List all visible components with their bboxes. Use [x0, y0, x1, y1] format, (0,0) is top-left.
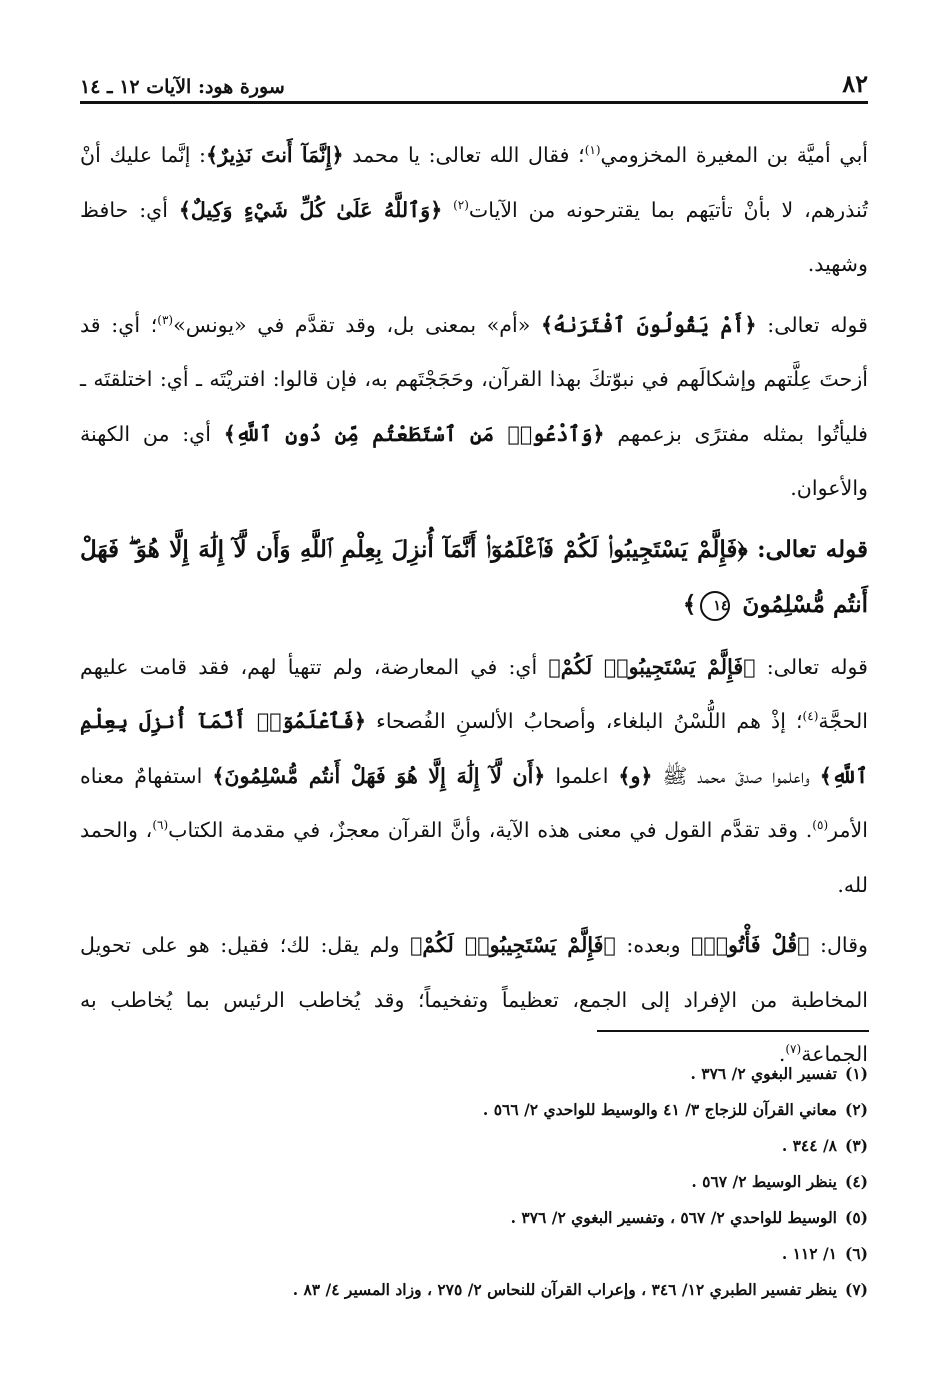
text-run: قوله تعالى:	[766, 654, 869, 679]
footnote-item	[170, 1236, 868, 1272]
footnote-ref: (٥)	[812, 818, 829, 833]
footnote-ref: (٧)	[785, 1042, 802, 1057]
text-run: ؛ إذْ هم اللُّسْنُ البلغاء، وأصحابُ الألسنِ الفُصحاء	[376, 709, 803, 733]
footnote-number: (٥)	[844, 1208, 868, 1227]
footnote-ref: (٤)	[802, 709, 819, 724]
footnote-text: معاني القرآن للزجاج ٣/ ٤١ والوسيط للواحدي ٢/ ٥٦٦ .	[482, 1100, 837, 1119]
text-run: : إنَّما عليك أنْ تُنذرهم، لا بأنْ تأتيَهم بما يقترحونه من الآيات	[80, 143, 868, 222]
text-run: ، والحمد لله.	[80, 818, 868, 897]
text-run: اعلموا	[555, 763, 609, 788]
text-run: واعلموا صدقَ محمد ﷺ	[662, 763, 810, 788]
quran-quote: ﴿أَمْ يَقُولُونَ ٱفْتَرَىٰهُ﴾	[541, 312, 757, 337]
footnote-number: (٦)	[844, 1244, 868, 1263]
verse-heading	[80, 522, 868, 632]
text-run: «أم» بمعنى بل، وقد تقدَّم في «يونس»	[173, 312, 531, 337]
text-run: ؛ فقال الله تعالى: يا محمد	[352, 143, 585, 167]
quran-quote: ﴿فَٱعْلَمُوٓا۟ أَنَّمَآ أُنزِلَ بِعِلْمِ ٱللَّهِ﴾	[80, 709, 869, 788]
footnote-item	[170, 1092, 868, 1128]
text-run: قوله تعالى:	[767, 312, 869, 337]
verse-text: ﴿فَإِلَّمْ يَسْتَجِيبُوا۟ لَكُمْ فَٱعْلَمُوٓا۟ أَنَّمَآ أُنزِلَ بِعِلْمِ ٱللَّهِ وَأَن لَّآ إِلَٰهَ إِلَّا هُوَ ۖ فَهَلْ أَنتُم مُّسْلِمُونَ	[80, 535, 868, 618]
page-number: ٨٢	[842, 69, 868, 98]
footnote-item	[170, 1164, 868, 1200]
running-head	[80, 66, 868, 98]
header-rule	[80, 101, 868, 104]
quran-quote: ﴿و﴾	[618, 763, 653, 788]
footnote-separator	[597, 1030, 869, 1032]
quran-quote: ﴿أَن لَّآ إِلَٰهَ إِلَّا هُوَ فَهَلْ أَنتُم مُّسْلِمُونَ﴾	[212, 763, 546, 788]
text-run: . وقد تقدَّم القول في معنى هذه الآية، وأنَّ القرآن معجزٌ، في مقدمة الكتاب	[168, 818, 813, 842]
footnote-number: (١)	[844, 1064, 868, 1083]
quran-quote: ﴿وَٱدْعُوا۟ مَنِ ٱسْتَطَعْتُم مِّن دُونِ ٱللَّهِ﴾	[223, 421, 605, 446]
ayah-number-icon: ١٤	[700, 591, 730, 621]
footnote-number: (٤)	[844, 1172, 868, 1191]
footnote-ref: (٦)	[152, 818, 169, 833]
paragraph-3	[80, 640, 868, 913]
footnote-number: (٣)	[844, 1136, 868, 1155]
footnote-item	[170, 1272, 868, 1308]
footnote-item	[170, 1200, 868, 1236]
footnote-ref: (٣)	[157, 312, 174, 327]
main-text	[80, 128, 868, 1088]
footnote-text: ينظر تفسير الطبري ١٢/ ٣٤٦ ، وإعراب القرآن للنحاس ٢/ ٢٧٥ ، وزاد المسير ٤/ ٨٣ .	[292, 1280, 837, 1299]
text-run: .	[778, 1042, 786, 1066]
quran-quote: ﴿فَإِلَّمْ يَسْتَجِيبُوا۟ لَكُمْ﴾	[410, 933, 616, 957]
paragraph-1	[80, 128, 868, 292]
footnote-number: (٧)	[844, 1280, 868, 1299]
quran-quote: ﴿فَإِلَّمْ يَسْتَجِيبُوا۟ لَكُمْ﴾	[548, 654, 756, 679]
footnote-text: ١/ ١١٢ .	[781, 1244, 837, 1263]
quran-quote: ﴿إِنَّمَآ أَنتَ نَذِيرٌ﴾	[206, 143, 344, 167]
text-run: أبي أميَّة بن المغيرة المخزومي	[600, 143, 869, 167]
running-title: سورة هود: الآيات ١٢ ـ ١٤	[80, 76, 285, 98]
text-run: أي: في المعارضة، ولم تتهيأ لهم، فقد قامت عليهم الحجَّة	[80, 654, 868, 733]
footnote-text: ينظر الوسيط ٢/ ٥٦٧ .	[691, 1172, 837, 1191]
paragraph-2	[80, 298, 868, 516]
text-run: ولم يقل: لك؛ فقيل: هو على تحويل المخاطبة من الإفراد إلى الجمع، تعظيماً وتفخيماً؛ وقد يُخاطب الرئيس بما يُخاطب به الجماعة	[80, 933, 868, 1066]
footnote-item	[170, 1056, 868, 1092]
text-run: ؛ أي: قد أزحتَ عِلَّتهم وإشكالَهم في نبوّتكَ بهذا القرآن، وحَجَجْتَهم به، فإن قالوا: افتريْتَه ـ أي: اختلقتَه ـ فليأتُوا بمثله مفترًى بزعمهم	[80, 312, 869, 446]
footnote-text: الوسيط للواحدي ٢/ ٥٦٧ ، وتفسير البغوي ٢/ ٣٧٦ .	[510, 1208, 837, 1227]
footnote-text: ٨/ ٣٤٤ .	[781, 1136, 837, 1155]
text-run: أي: من الكهنة والأعوان.	[80, 421, 868, 500]
text-run: وبعده:	[626, 933, 681, 957]
footnote-item	[170, 1128, 868, 1164]
footnotes	[170, 1056, 868, 1308]
text-run: أي: حافظ وشهيد.	[80, 197, 868, 276]
quran-quote: ﴿قُلْ فَأْتُوا۟﴾	[691, 933, 810, 957]
heading-label: قوله تعالى:	[757, 535, 868, 563]
footnote-text: تفسير البغوي ٢/ ٣٧٦ .	[690, 1064, 837, 1083]
footnote-ref: (٢)	[453, 197, 469, 212]
quran-quote: ﴿وَٱللَّهُ عَلَىٰ كُلِّ شَيْءٍ وَكِيلٌ﴾	[178, 197, 443, 222]
text-run: استفهامٌ معناه الأمر	[80, 763, 868, 842]
verse-close: ﴾	[682, 590, 697, 618]
footnote-ref: (١)	[584, 143, 601, 158]
footnote-number: (٢)	[844, 1100, 868, 1119]
text-run: وقال:	[820, 933, 868, 957]
